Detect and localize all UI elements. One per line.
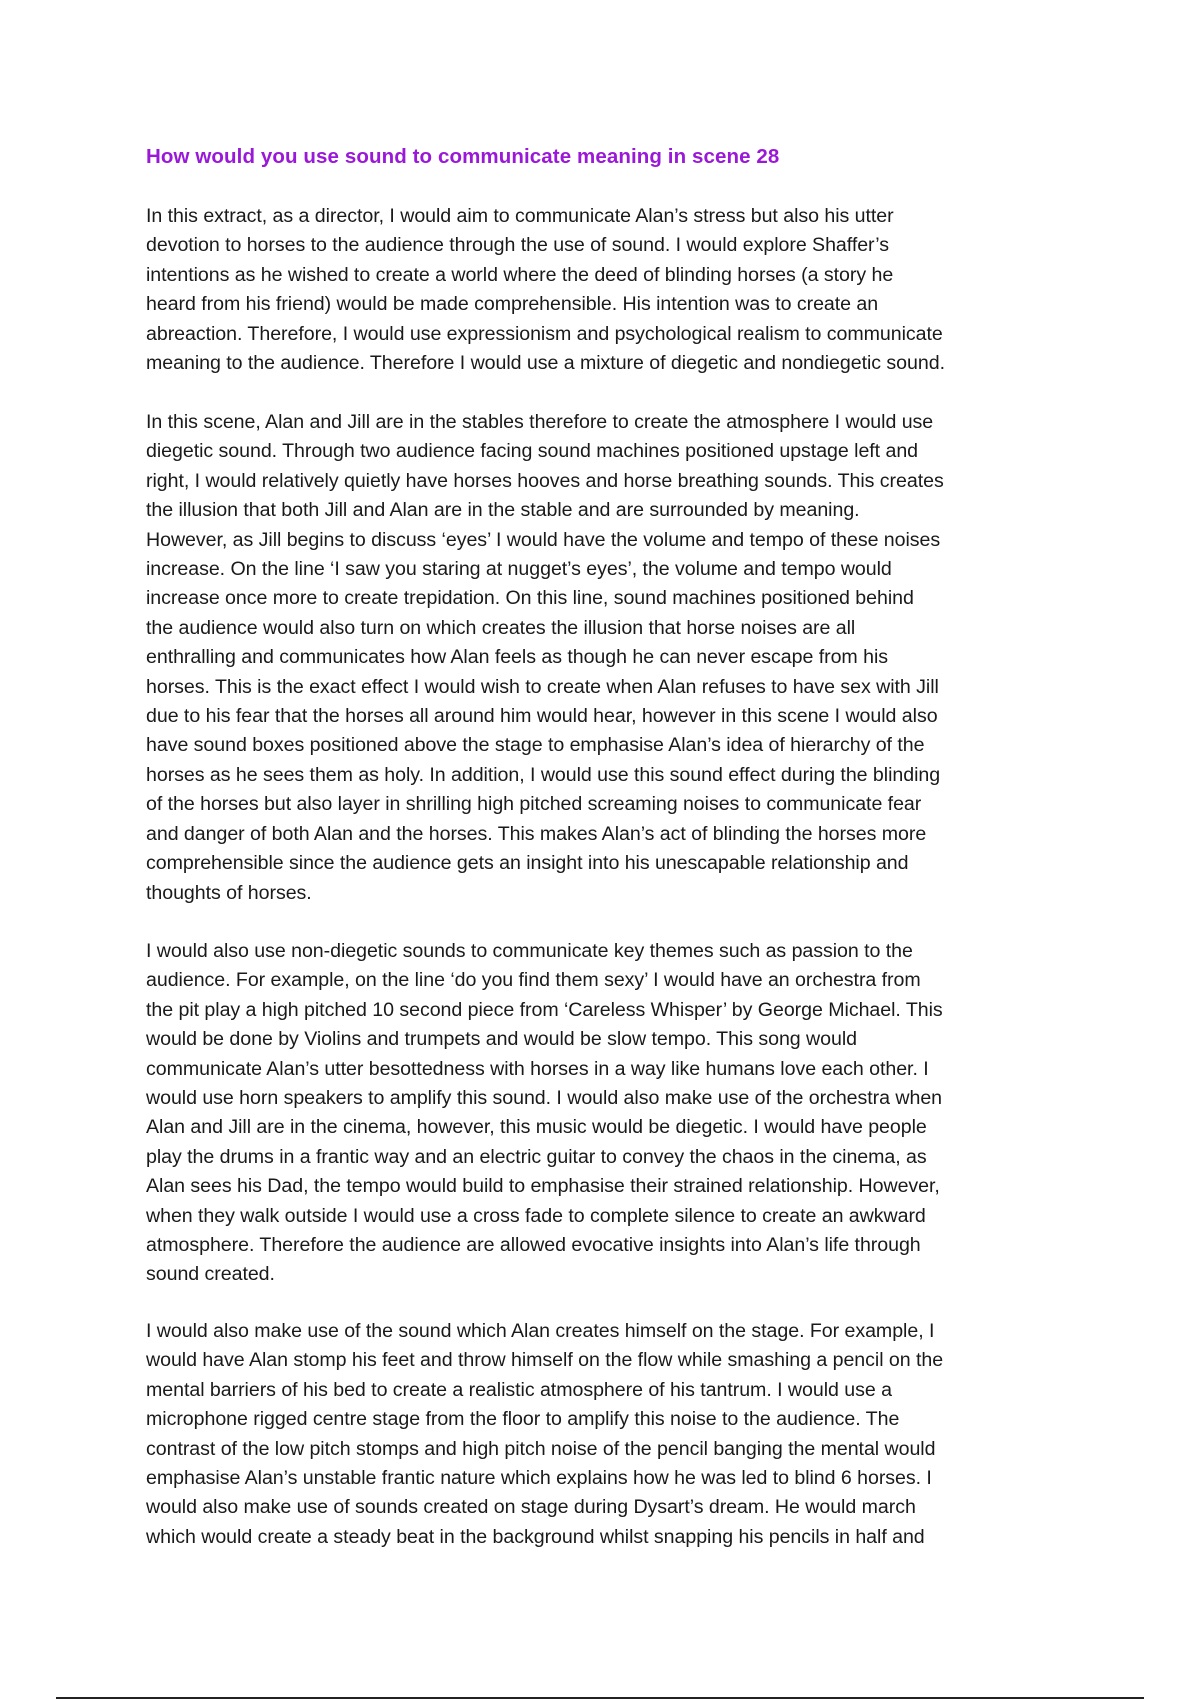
paragraph-line: Alan sees his Dad, the tempo would build to emphasise their strained relationship. However, bbox=[146, 1175, 940, 1198]
paragraph-line: which would create a steady beat in the background whilst snapping his pencils in half and bbox=[146, 1525, 925, 1548]
paragraph-line: have sound boxes positioned above the stage to emphasise Alan’s idea of hierarchy of the bbox=[146, 734, 925, 757]
paragraph-line: when they walk outside I would use a cross fade to complete silence to create an awkward bbox=[146, 1204, 926, 1227]
paragraph-line: contrast of the low pitch stomps and high pitch noise of the pencil banging the mental would bbox=[146, 1437, 936, 1460]
paragraph-line: I would also make use of the sound which Alan creates himself on the stage. For example, I bbox=[146, 1320, 935, 1342]
paragraph-line: devotion to horses to the audience through the use of sound. I would explore Shaffer’s bbox=[146, 234, 889, 257]
paragraph-3 bbox=[146, 937, 943, 1290]
paragraph-line: abreaction. Therefore, I would use expressionism and psychological realism to communicate bbox=[146, 322, 943, 345]
paragraph-2 bbox=[146, 408, 944, 908]
paragraph-line: intentions as he wished to create a world where the deed of blinding horses (a story he bbox=[146, 263, 894, 286]
paragraph-line: microphone rigged centre stage from the floor to amplify this noise to the audience. The bbox=[146, 1408, 900, 1431]
paragraph-line: the illusion that both Jill and Alan are in the stable and are surrounded by meaning. bbox=[146, 499, 860, 522]
paragraph-line: increase. On the line ‘I saw you staring at nugget’s eyes’, the volume and tempo would bbox=[146, 558, 892, 581]
paragraph-line: communicate Alan’s utter besottedness with horses in a way like humans love each other. I bbox=[146, 1057, 929, 1080]
paragraph-line: In this scene, Alan and Jill are in the stables therefore to create the atmosphere I would use bbox=[146, 411, 934, 433]
paragraph-line: audience. For example, on the line ‘do you find them sexy’ I would have an orchestra from bbox=[146, 969, 921, 992]
paragraph-1 bbox=[146, 202, 945, 378]
paragraph-line: the pit play a high pitched 10 second piece from ‘Careless Whisper’ by George Michael. This bbox=[146, 998, 943, 1021]
paragraph-line: the audience would also turn on which creates the illusion that horse noises are all bbox=[146, 616, 856, 639]
paragraph-line: horses. This is the exact effect I would wish to create when Alan refuses to have sex with Jill bbox=[146, 675, 939, 698]
page-bottom-divider bbox=[56, 1697, 1144, 1699]
paragraph-line: enthralling and communicates how Alan feels as though he can never escape from his bbox=[146, 646, 888, 669]
paragraph-line: diegetic sound. Through two audience facing sound machines positioned upstage left and bbox=[146, 440, 919, 463]
paragraph-line: right, I would relatively quietly have horses hooves and horse breathing sounds. This creates bbox=[146, 469, 944, 492]
paragraph-line: meaning to the audience. Therefore I would use a mixture of diegetic and nondiegetic sound. bbox=[146, 352, 945, 375]
paragraph-line: and danger of both Alan and the horses. This makes Alan’s act of blinding the horses more bbox=[146, 822, 927, 845]
paragraph-line: atmosphere. Therefore the audience are allowed evocative insights into Alan’s life through bbox=[146, 1234, 921, 1257]
paragraph-line: Alan and Jill are in the cinema, however, this music would be diegetic. I would have people bbox=[146, 1116, 927, 1139]
paragraph-line: increase once more to create trepidation. On this line, sound machines positioned behind bbox=[146, 587, 914, 610]
paragraph-line: horses as he sees them as holy. In addition, I would use this sound effect during the blinding bbox=[146, 763, 941, 786]
paragraph-line: comprehensible since the audience gets an insight into his unescapable relationship and bbox=[146, 852, 909, 875]
paragraph-4 bbox=[146, 1317, 943, 1552]
paragraph-line: thoughts of horses. bbox=[146, 881, 312, 904]
paragraph-line: sound created. bbox=[146, 1263, 275, 1286]
paragraph-line: would have Alan stomp his feet and throw himself on the flow while smashing a pencil on the bbox=[146, 1349, 944, 1372]
paragraph-line: would be done by Violins and trumpets and would be slow tempo. This song would bbox=[146, 1028, 857, 1051]
paragraph-line: heard from his friend) would be made comprehensible. His intention was to create an bbox=[146, 293, 879, 316]
paragraph-line: play the drums in a frantic way and an electric guitar to convey the chaos in the cinema, as bbox=[146, 1145, 927, 1168]
paragraph-line: emphasise Alan’s unstable frantic nature which explains how he was led to blind 6 horses. I bbox=[146, 1467, 932, 1490]
essay-heading: How would you use sound to communicate meaning in scene 28 bbox=[146, 145, 780, 168]
paragraph-line: In this extract, as a director, I would aim to communicate Alan’s stress but also his utter bbox=[146, 205, 894, 227]
paragraph-line: I would also use non-diegetic sounds to communicate key themes such as passion to the bbox=[146, 940, 913, 962]
paragraph-line: However, as Jill begins to discuss ‘eyes’ I would have the volume and tempo of these noises bbox=[146, 528, 941, 551]
paragraph-line: would also make use of sounds created on stage during Dysart’s dream. He would march bbox=[146, 1496, 916, 1519]
paragraph-line: due to his fear that the horses all around him would hear, however in this scene I would also bbox=[146, 705, 938, 728]
paragraph-line: mental barriers of his bed to create a realistic atmosphere of his tantrum. I would use a bbox=[146, 1378, 892, 1401]
paragraph-line: would use horn speakers to amplify this sound. I would also make use of the orchestra when bbox=[146, 1087, 943, 1110]
paragraph-line: of the horses but also layer in shrilling high pitched screaming noises to communicate fear bbox=[146, 793, 922, 816]
